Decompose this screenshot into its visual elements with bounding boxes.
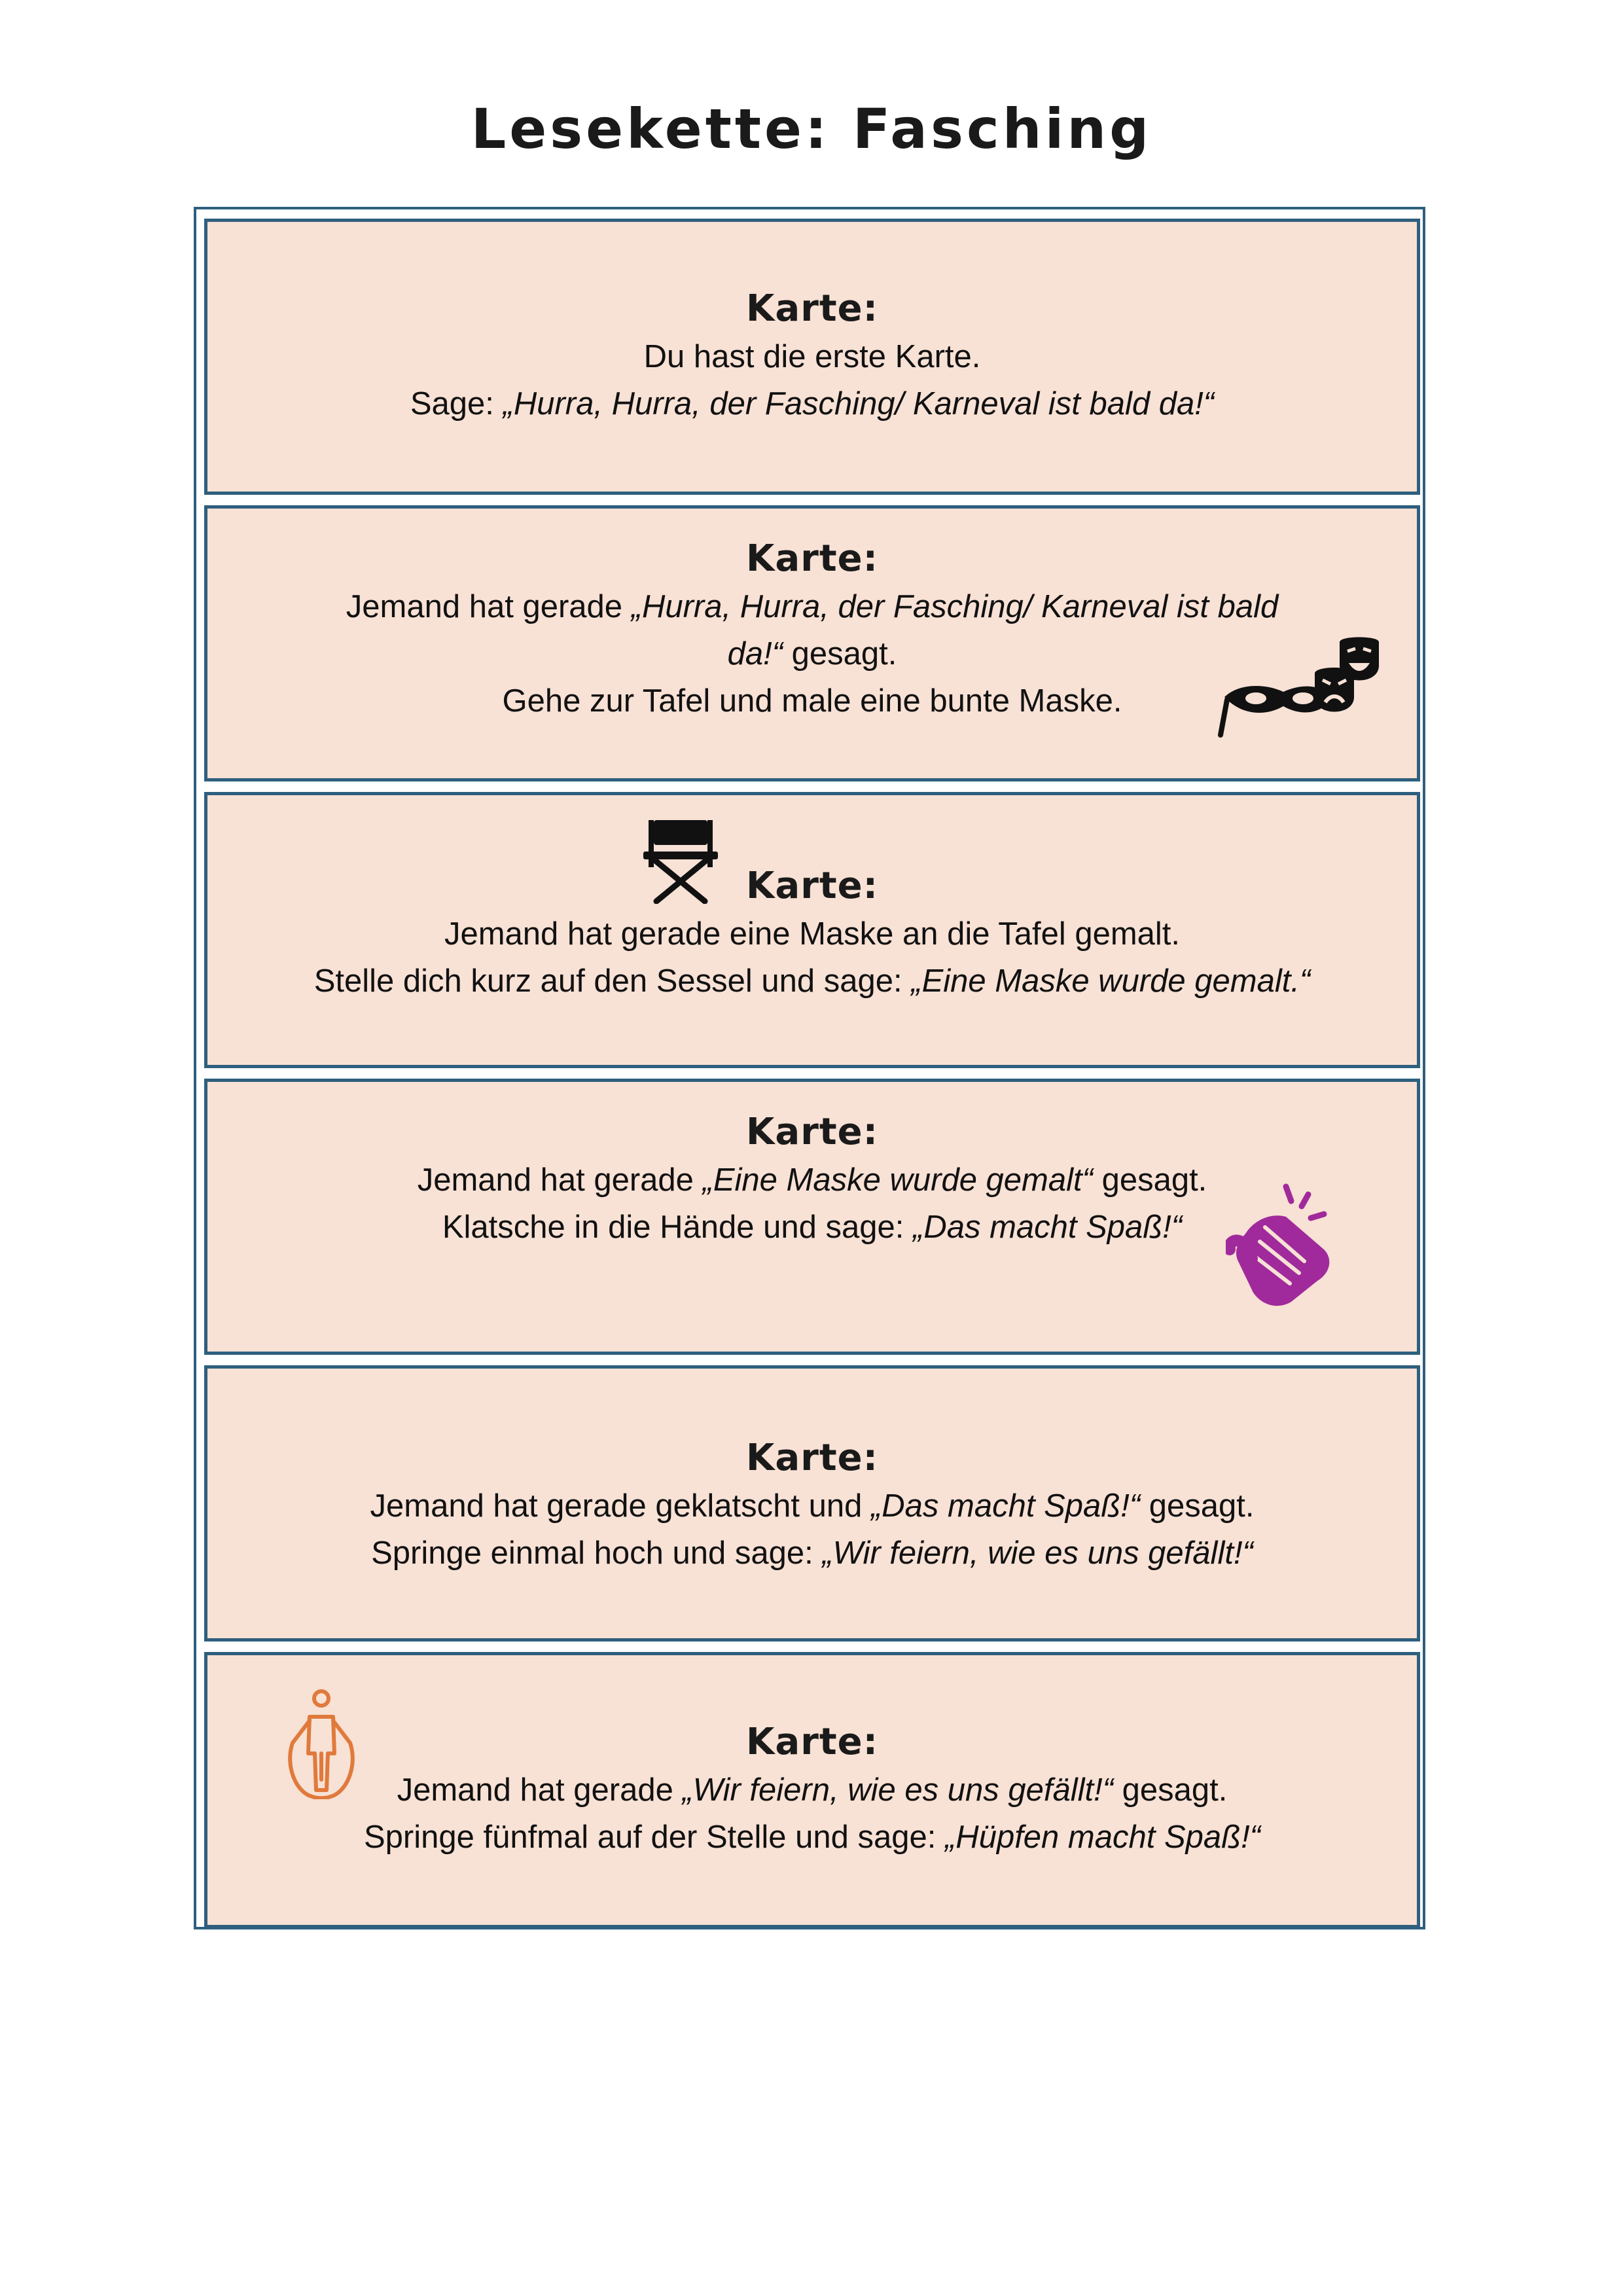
card-4 (204, 1079, 1420, 1355)
card-line: Springe einmal hoch und sage: „Wir feiern, wie es uns gefällt!“ (371, 1535, 1253, 1571)
card-line: Springe fünfmal auf der Stelle und sage: „Hüpfen macht Spaß!“ (363, 1820, 1261, 1855)
card-line: Jemand hat gerade „Wir feiern, wie es uns gefällt!“ gesagt. (397, 1772, 1228, 1808)
card-6-content (207, 1718, 1417, 1861)
card-line: Klatsche in die Hände und sage: „Das macht Spaß!“ (442, 1210, 1183, 1245)
card-line: Jemand hat gerade geklatscht und „Das macht Spaß!“ gesagt. (370, 1488, 1255, 1524)
card-1 (204, 219, 1420, 495)
card-heading: Karte: (746, 1111, 878, 1153)
clapping-hands-icon (1226, 1181, 1336, 1312)
page-title: Lesekette: Fasching (471, 97, 1152, 161)
card-line: Sage: „Hurra, Hurra, der Fasching/ Karneval ist bald da!“ (410, 386, 1215, 422)
card-heading: Karte: (746, 287, 878, 330)
card-line: Jemand hat gerade „Eine Maske wurde gemalt“ gesagt. (417, 1162, 1207, 1198)
card-5 (204, 1365, 1420, 1641)
card-heading: Karte: (746, 1437, 878, 1479)
card-6 (204, 1652, 1420, 1928)
card-2 (204, 505, 1420, 781)
card-line: Gehe zur Tafel und male eine bunte Maske. (502, 683, 1122, 719)
card-heading: Karte: (746, 1721, 878, 1763)
card-5-content (207, 1434, 1417, 1577)
card-heading: Karte: (746, 865, 878, 907)
card-line: Jemand hat gerade „Hurra, Hurra, der Fasching/ Karneval ist bald (346, 589, 1279, 624)
card-line: Stelle dich kurz auf den Sessel und sage: „Eine Maske wurde gemalt.“ (313, 963, 1311, 999)
jump-rope-icon (283, 1688, 359, 1799)
masks-icon (1218, 637, 1382, 742)
card-line: Jemand hat gerade eine Maske an die Tafel gemalt. (444, 916, 1181, 952)
card-line: da!“ gesagt. (727, 636, 897, 672)
card-line: Du hast die erste Karte. (643, 339, 981, 374)
card-3-content (207, 862, 1417, 1005)
card-3 (204, 792, 1420, 1068)
card-heading: Karte: (746, 537, 878, 580)
director-chair-icon (642, 817, 719, 904)
card-1-content (207, 285, 1417, 427)
